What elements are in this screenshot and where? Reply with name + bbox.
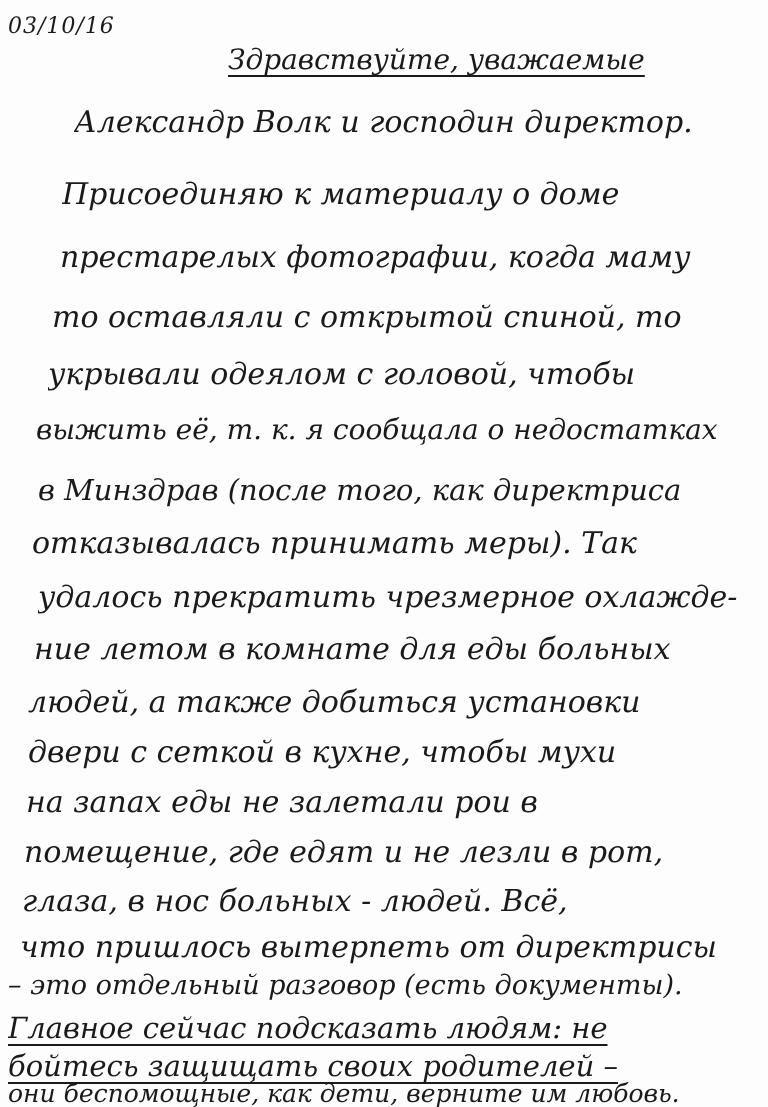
letter-line: людей, а также добиться установки	[28, 685, 641, 720]
letter-line: престарелых фотографии, когда маму	[60, 240, 691, 275]
letter-greeting: Здравствуйте, уважаемые	[228, 43, 645, 76]
letter-line: на запах еды не залетали рои в	[26, 785, 538, 820]
letter-line: двери с сеткой в кухне, чтобы мухи	[28, 735, 617, 770]
letter-line: – это отдельный разговор (есть документы).	[8, 970, 683, 1001]
letter-line: выжить её, т. к. я сообщала о недостатках	[36, 413, 718, 446]
letter-line: Александр Волк и господин директор.	[74, 105, 693, 140]
letter-line-underlined: бойтесь защищать своих родителей –	[8, 1049, 618, 1083]
letter-date: 03/10/16	[8, 14, 115, 39]
letter-line: они беспомощные, как дети, верните им любовь.	[8, 1079, 680, 1107]
letter-line: что пришлось вытерпеть от директрисы	[20, 930, 717, 965]
letter-line: отказывалась принимать меры). Так	[32, 526, 637, 561]
letter-line: то оставляли с открытой спиной, то	[52, 300, 682, 335]
letter-line: Присоединяю к материалу о доме	[62, 177, 620, 212]
letter-line: в Минздрав (после того, как директриса	[38, 473, 682, 507]
letter-line: помещение, где едят и не лезли в рот,	[24, 835, 664, 870]
letter-line: удалось прекратить чрезмерное охлажде-	[38, 580, 738, 615]
letter-line: глаза, в нос больных - людей. Всё,	[22, 884, 568, 919]
letter-line-underlined: Главное сейчас подсказать людям: не	[8, 1011, 608, 1045]
letter-line: ние летом в комнате для еды больных	[34, 632, 671, 667]
letter-line: укрывали одеялом с головой, чтобы	[48, 357, 636, 392]
